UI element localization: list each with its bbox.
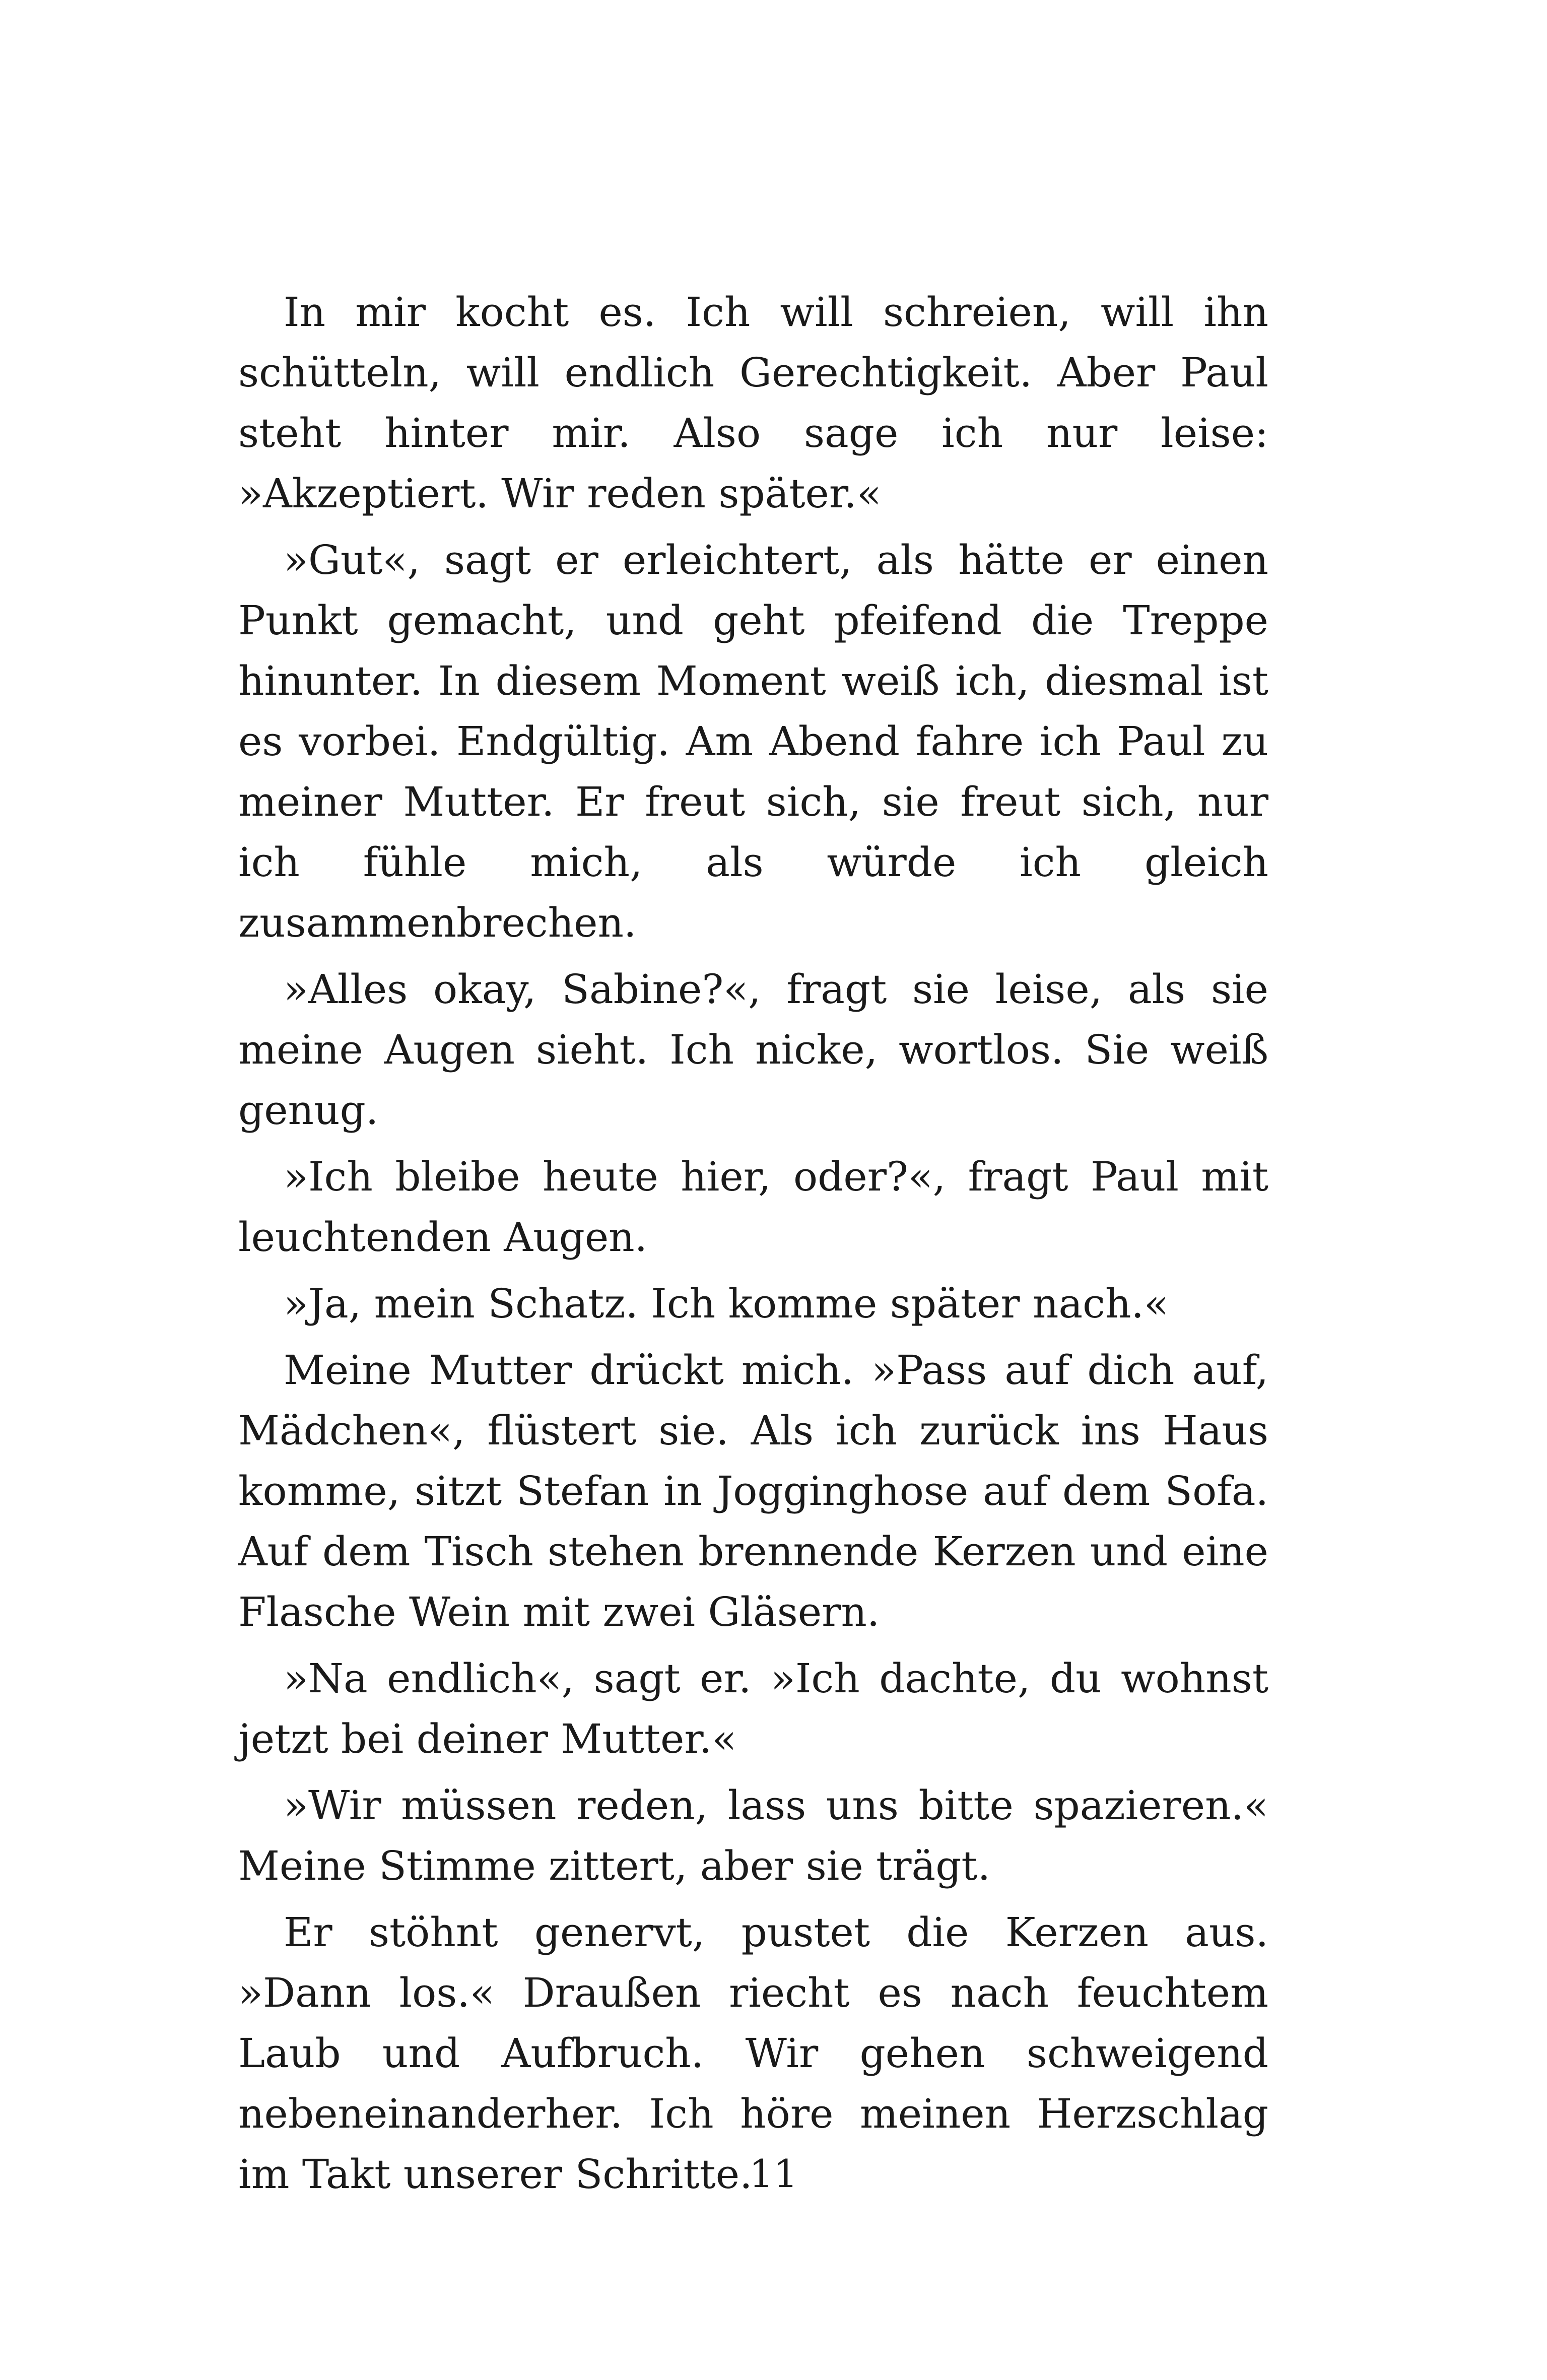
paragraph-6: Meine Mutter drückt mich. »Pass auf dich auf, Mädchen«, flüstert sie. Als ich zurück ins Haus komme, sitzt Stefan in Jogginghose auf dem Sofa. Auf dem Tisch stehen brennende Kerzen und eine Flasche Wein mit zwei Gläsern.	[238, 1347, 1268, 1635]
page-number: 11	[749, 2151, 798, 2196]
paragraph-9: Er stöhnt genervt, pustet die Kerzen aus. »Dann los.« Draußen riecht es nach feuchtem Laub und Aufbruch. Wir gehen schweigend nebeneinanderher. Ich höre meinen Herzschlag im Takt unserer Schritte.	[238, 1909, 1268, 2198]
paragraph-4: »Ich bleibe heute hier, oder?«, fragt Paul mit leuchtenden Augen.	[238, 1153, 1268, 1261]
paragraph-2: »Gut«, sagt er erleichtert, als hätte er einen Punkt gemacht, und geht pfeifend die Treppe hinunter. In diesem Moment weiß ich, diesmal ist es vorbei. Endgültig. Am Abend fahre ich Paul zu meiner Mutter. Er freut sich, sie freut sich, nur ich fühle mich, als würde ich gleich zusammenbrechen.	[238, 537, 1268, 946]
paragraph-7: »Na endlich«, sagt er. »Ich dachte, du wohnst jetzt bei deiner Mutter.«	[238, 1655, 1268, 1762]
paragraph-8: »Wir müssen reden, lass uns bitte spazieren.« Meine Stimme zittert, aber sie trägt.	[238, 1782, 1268, 1889]
paragraph-1: In mir kocht es. Ich will schreien, will ihn schütteln, will endlich Gerechtigkeit. Aber Paul steht hinter mir. Also sage ich nur leise: »Akzeptiert. Wir reden später.«	[238, 289, 1268, 517]
paragraph-5: »Ja, mein Schatz. Ich komme später nach.«	[284, 1280, 1169, 1327]
paragraph-3: »Alles okay, Sabine?«, fragt sie leise, als sie meine Augen sieht. Ich nicke, wortlos. Sie weiß genug.	[238, 966, 1268, 1134]
body-text	[238, 282, 1268, 2211]
